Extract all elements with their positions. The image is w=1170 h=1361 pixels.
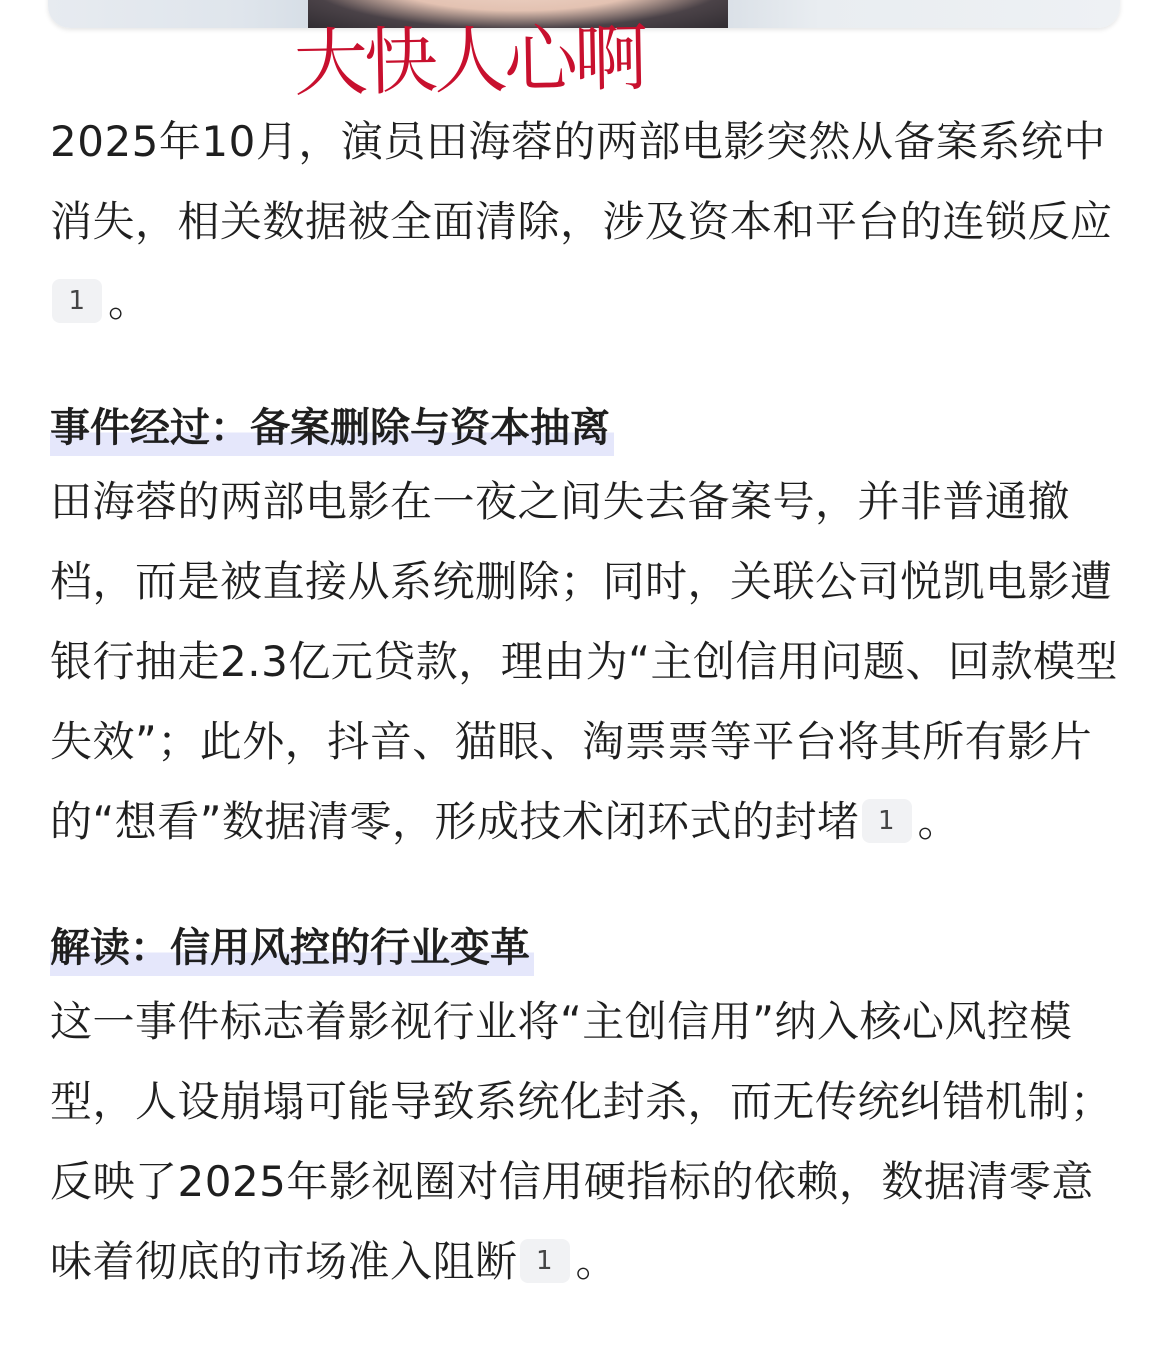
analysis-paragraph xyxy=(50,982,1120,1302)
handwritten-annotation xyxy=(290,4,680,108)
intro-end: 。 xyxy=(108,277,151,326)
citation-badge[interactable]: 1 xyxy=(862,799,912,843)
analysis-end: 。 xyxy=(575,1237,619,1286)
event-paragraph xyxy=(50,462,1120,862)
event-end: 。 xyxy=(917,797,961,846)
event-text: 田海蓉的两部电影在一夜之间失去备案号，并非普通撤档，而是被直接从系统删除；同时，关联公司悦凯电影遭银行抽走2.3亿元贷款，理由为“主创信用问题、回款模型失效”；此外，抖音、猫眼、淘票票等平台将其所有影片的“想看”数据清零，形成技术闭环式的封堵 xyxy=(50,477,1119,846)
citation-badge[interactable]: 1 xyxy=(52,279,102,323)
section-heading-analysis: 解读：信用风控的行业变革 xyxy=(50,920,534,976)
article-body xyxy=(50,102,1120,1302)
intro-text: 2025年10月，演员田海蓉的两部电影突然从备案系统中消失，相关数据被全面清除，涉及资本和平台的连锁反应 xyxy=(50,117,1113,246)
intro-paragraph xyxy=(50,102,1120,342)
analysis-text: 这一事件标志着影视行业将“主创信用”纳入核心风控模型，人设崩塌可能导致系统化封杀，而无传统纠错机制；反映了2025年影视圈对信用硬指标的依赖，数据清零意味着彻底的市场准入阻断 xyxy=(50,997,1113,1286)
citation-badge[interactable]: 1 xyxy=(520,1239,570,1283)
section-heading-event: 事件经过：备案删除与资本抽离 xyxy=(50,400,614,456)
handwritten-annotation-text: 大快人心啊 xyxy=(293,15,645,108)
